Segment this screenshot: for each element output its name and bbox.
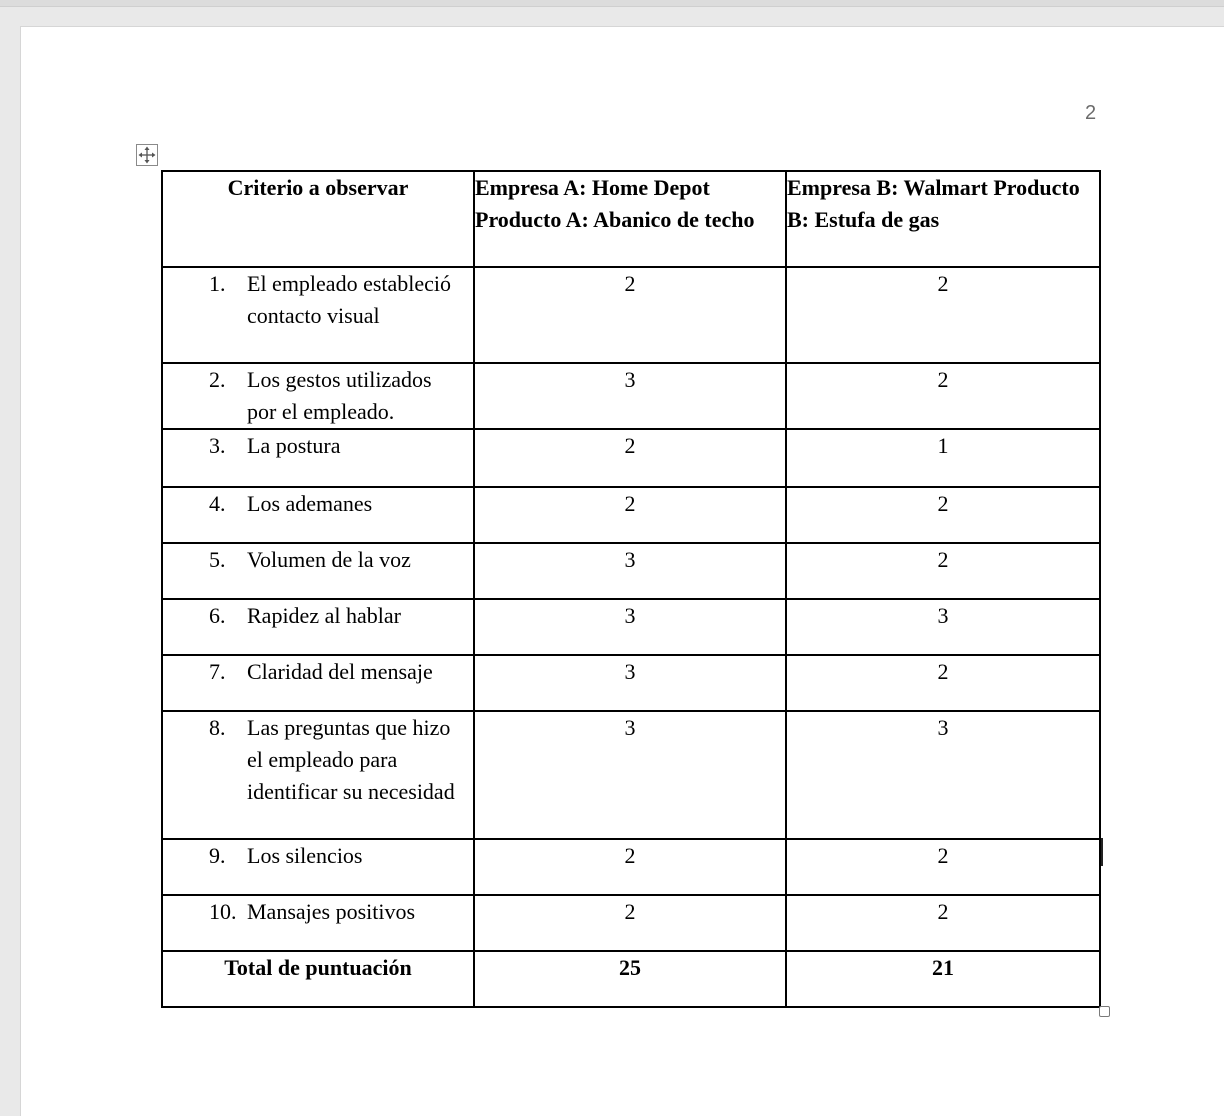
- criterion-number: 8.: [209, 715, 226, 740]
- criterion-number: 5.: [209, 547, 226, 572]
- criterion-number: 6.: [209, 603, 226, 628]
- table-row: [162, 839, 1100, 895]
- score-company-a[interactable]: 2: [474, 895, 786, 951]
- score-company-b[interactable]: 2: [786, 487, 1100, 543]
- score-company-a[interactable]: 3: [474, 543, 786, 599]
- score-company-b[interactable]: 2: [786, 267, 1100, 363]
- score-company-b[interactable]: 3: [786, 599, 1100, 655]
- criterion-cell[interactable]: [162, 267, 474, 363]
- criterion-text: Los ademanes: [247, 491, 373, 516]
- document-page[interactable]: [20, 26, 1224, 1116]
- table-row: [162, 599, 1100, 655]
- criterion-cell[interactable]: [162, 487, 474, 543]
- score-company-b[interactable]: 3: [786, 711, 1100, 839]
- criterion-cell[interactable]: [162, 655, 474, 711]
- criterion-cell[interactable]: [162, 839, 474, 895]
- table-row: [162, 543, 1100, 599]
- table-resize-handle-icon[interactable]: [1099, 1006, 1110, 1017]
- total-label[interactable]: Total de puntuación: [162, 951, 474, 1007]
- criterion-number: 9.: [209, 843, 226, 868]
- table-move-handle-icon[interactable]: [136, 144, 158, 166]
- criterion-text: Claridad del mensaje: [247, 659, 433, 684]
- criterion-text: Volumen de la voz: [247, 547, 411, 572]
- table-row: [162, 895, 1100, 951]
- score-company-a[interactable]: 3: [474, 599, 786, 655]
- score-company-a[interactable]: 2: [474, 839, 786, 895]
- score-company-b[interactable]: 2: [786, 363, 1100, 429]
- score-company-a[interactable]: 3: [474, 363, 786, 429]
- criterion-cell[interactable]: [162, 895, 474, 951]
- header-criteria[interactable]: Criterio a observar: [162, 171, 474, 267]
- criterion-cell[interactable]: [162, 363, 474, 429]
- criterion-number: 10.: [209, 899, 237, 924]
- criterion-text: Las preguntas que hizo el empleado para identificar su necesidad: [247, 715, 455, 804]
- criterion-number: 4.: [209, 491, 226, 516]
- table-row: [162, 487, 1100, 543]
- score-company-b[interactable]: 2: [786, 895, 1100, 951]
- table-total-row: [162, 951, 1100, 1007]
- table-row: [162, 267, 1100, 363]
- table-row: [162, 429, 1100, 487]
- total-company-a[interactable]: 25: [474, 951, 786, 1007]
- score-company-b[interactable]: 2: [786, 839, 1100, 895]
- table-row: [162, 655, 1100, 711]
- criterion-cell[interactable]: [162, 429, 474, 487]
- criterion-number: 3.: [209, 433, 226, 458]
- criterion-text: El empleado estableció contacto visual: [247, 271, 452, 328]
- criterion-cell[interactable]: [162, 543, 474, 599]
- criterion-text: Los silencios: [247, 843, 363, 868]
- criterion-text: Mansajes positivos: [247, 899, 416, 924]
- criterion-number: 7.: [209, 659, 226, 684]
- header-company-b[interactable]: Empresa B: Walmart Producto B: Estufa de gas: [786, 171, 1100, 267]
- header-company-a[interactable]: Empresa A: Home Depot Producto A: Abanico de techo: [474, 171, 786, 267]
- criterion-number: 1.: [209, 271, 226, 296]
- text-cursor: [1101, 838, 1103, 866]
- criterion-text: La postura: [247, 433, 341, 458]
- score-company-a[interactable]: 2: [474, 267, 786, 363]
- score-company-b[interactable]: 2: [786, 655, 1100, 711]
- table-row: [162, 363, 1100, 429]
- score-company-a[interactable]: 2: [474, 429, 786, 487]
- score-company-b[interactable]: 1: [786, 429, 1100, 487]
- criterion-number: 2.: [209, 367, 226, 392]
- criterion-text: Rapidez al hablar: [247, 603, 401, 628]
- window-top-strip: [0, 0, 1224, 7]
- criterion-cell[interactable]: [162, 599, 474, 655]
- score-company-b[interactable]: 2: [786, 543, 1100, 599]
- score-company-a[interactable]: 3: [474, 655, 786, 711]
- score-company-a[interactable]: 2: [474, 487, 786, 543]
- total-company-b[interactable]: 21: [786, 951, 1100, 1007]
- observation-table[interactable]: [161, 170, 1101, 1008]
- score-company-a[interactable]: 3: [474, 711, 786, 839]
- table-row: [162, 711, 1100, 839]
- table-header-row: [162, 171, 1100, 267]
- criterion-cell[interactable]: [162, 711, 474, 839]
- page-number: 2: [1085, 102, 1097, 124]
- criterion-text: Los gestos utilizados por el empleado.: [247, 367, 432, 424]
